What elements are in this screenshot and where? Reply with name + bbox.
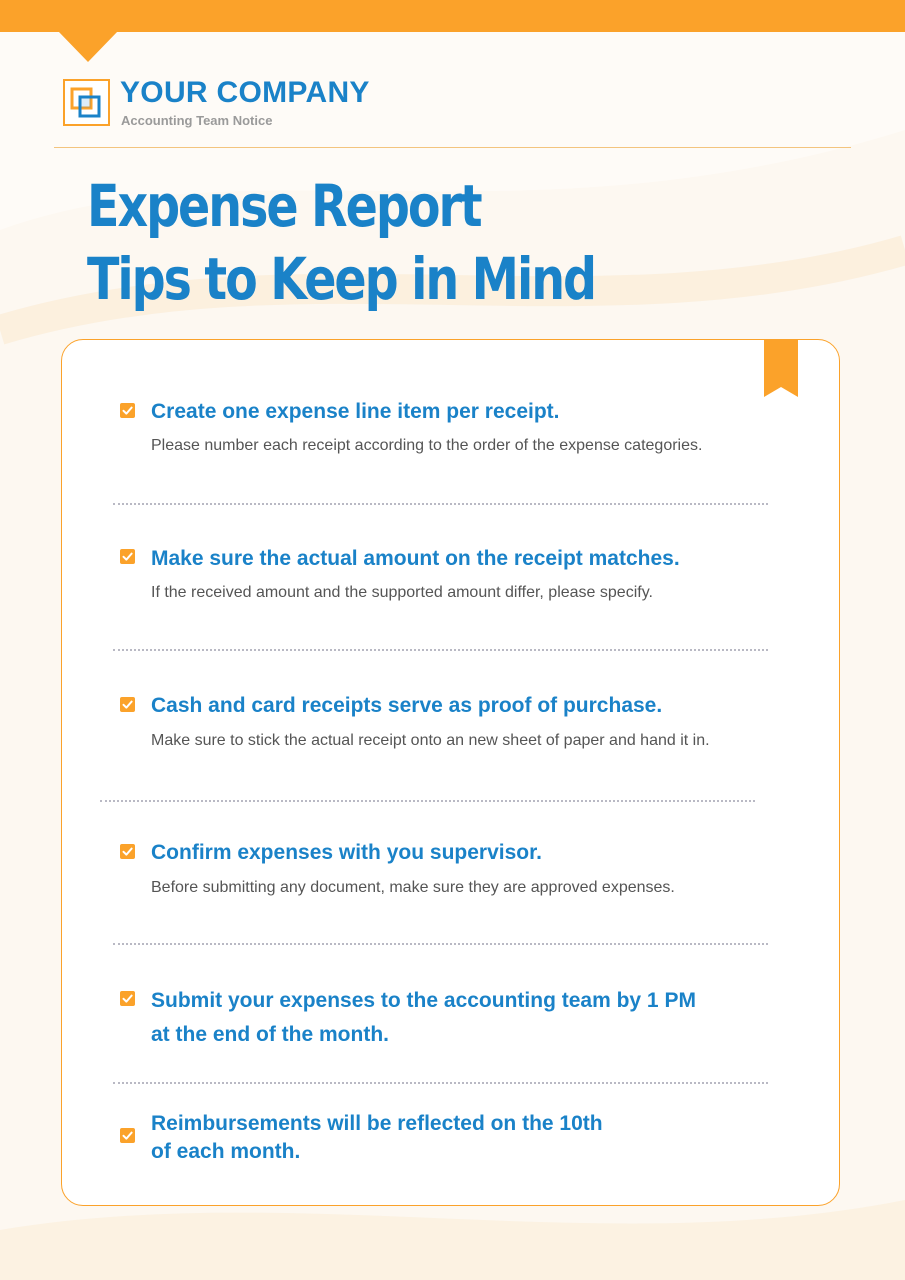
page-title-line-1: Expense Report — [87, 172, 481, 240]
tip-1-heading: Create one expense line item per receipt. — [151, 400, 560, 423]
tip-1-description: Please number each receipt according to the order of the expense categories. — [151, 437, 703, 454]
tip-3-heading: Cash and card receipts serve as proof of purchase. — [151, 694, 663, 717]
page-title — [87, 170, 595, 316]
bookmark-ribbon-icon — [764, 339, 798, 399]
notice-subtitle: Accounting Team Notice — [121, 113, 273, 128]
top-accent-bar — [0, 0, 905, 32]
tips-card — [61, 339, 840, 1206]
tip-6-heading-line-2: of each month. — [151, 1140, 301, 1163]
company-name: YOUR COMPANY — [120, 76, 370, 109]
tip-6-heading-line-1: Reimbursements will be reflected on the 10th — [151, 1112, 603, 1135]
checkbox-checked-icon — [120, 697, 135, 712]
checkbox-checked-icon — [120, 403, 135, 418]
tip-3-description: Make sure to stick the actual receipt onto an new sheet of paper and hand it in. — [151, 732, 710, 749]
tip-2-description: If the received amount and the supported amount differ, please specify. — [151, 584, 653, 601]
checkbox-checked-icon — [120, 844, 135, 859]
tip-divider — [100, 800, 755, 802]
tip-4-heading: Confirm expenses with you supervisor. — [151, 841, 542, 864]
page-title-line-2: Tips to Keep in Mind — [87, 245, 596, 313]
tip-4-description: Before submitting any document, make sure they are approved expenses. — [151, 879, 675, 896]
top-notch-decoration — [58, 31, 118, 62]
tip-5-heading-line-1: Submit your expenses to the accounting team by 1 PM — [151, 989, 696, 1012]
tip-divider — [113, 943, 768, 945]
tip-2-heading: Make sure the actual amount on the receipt matches. — [151, 547, 680, 570]
overlapping-squares-logo-icon — [63, 79, 110, 126]
tip-divider — [113, 1082, 768, 1084]
checkbox-checked-icon — [120, 549, 135, 564]
header-divider — [54, 147, 851, 148]
tip-divider — [113, 503, 768, 505]
checkbox-checked-icon — [120, 1128, 135, 1143]
tip-divider — [113, 649, 768, 651]
tip-5-heading-line-2: at the end of the month. — [151, 1023, 389, 1046]
checkbox-checked-icon — [120, 991, 135, 1006]
